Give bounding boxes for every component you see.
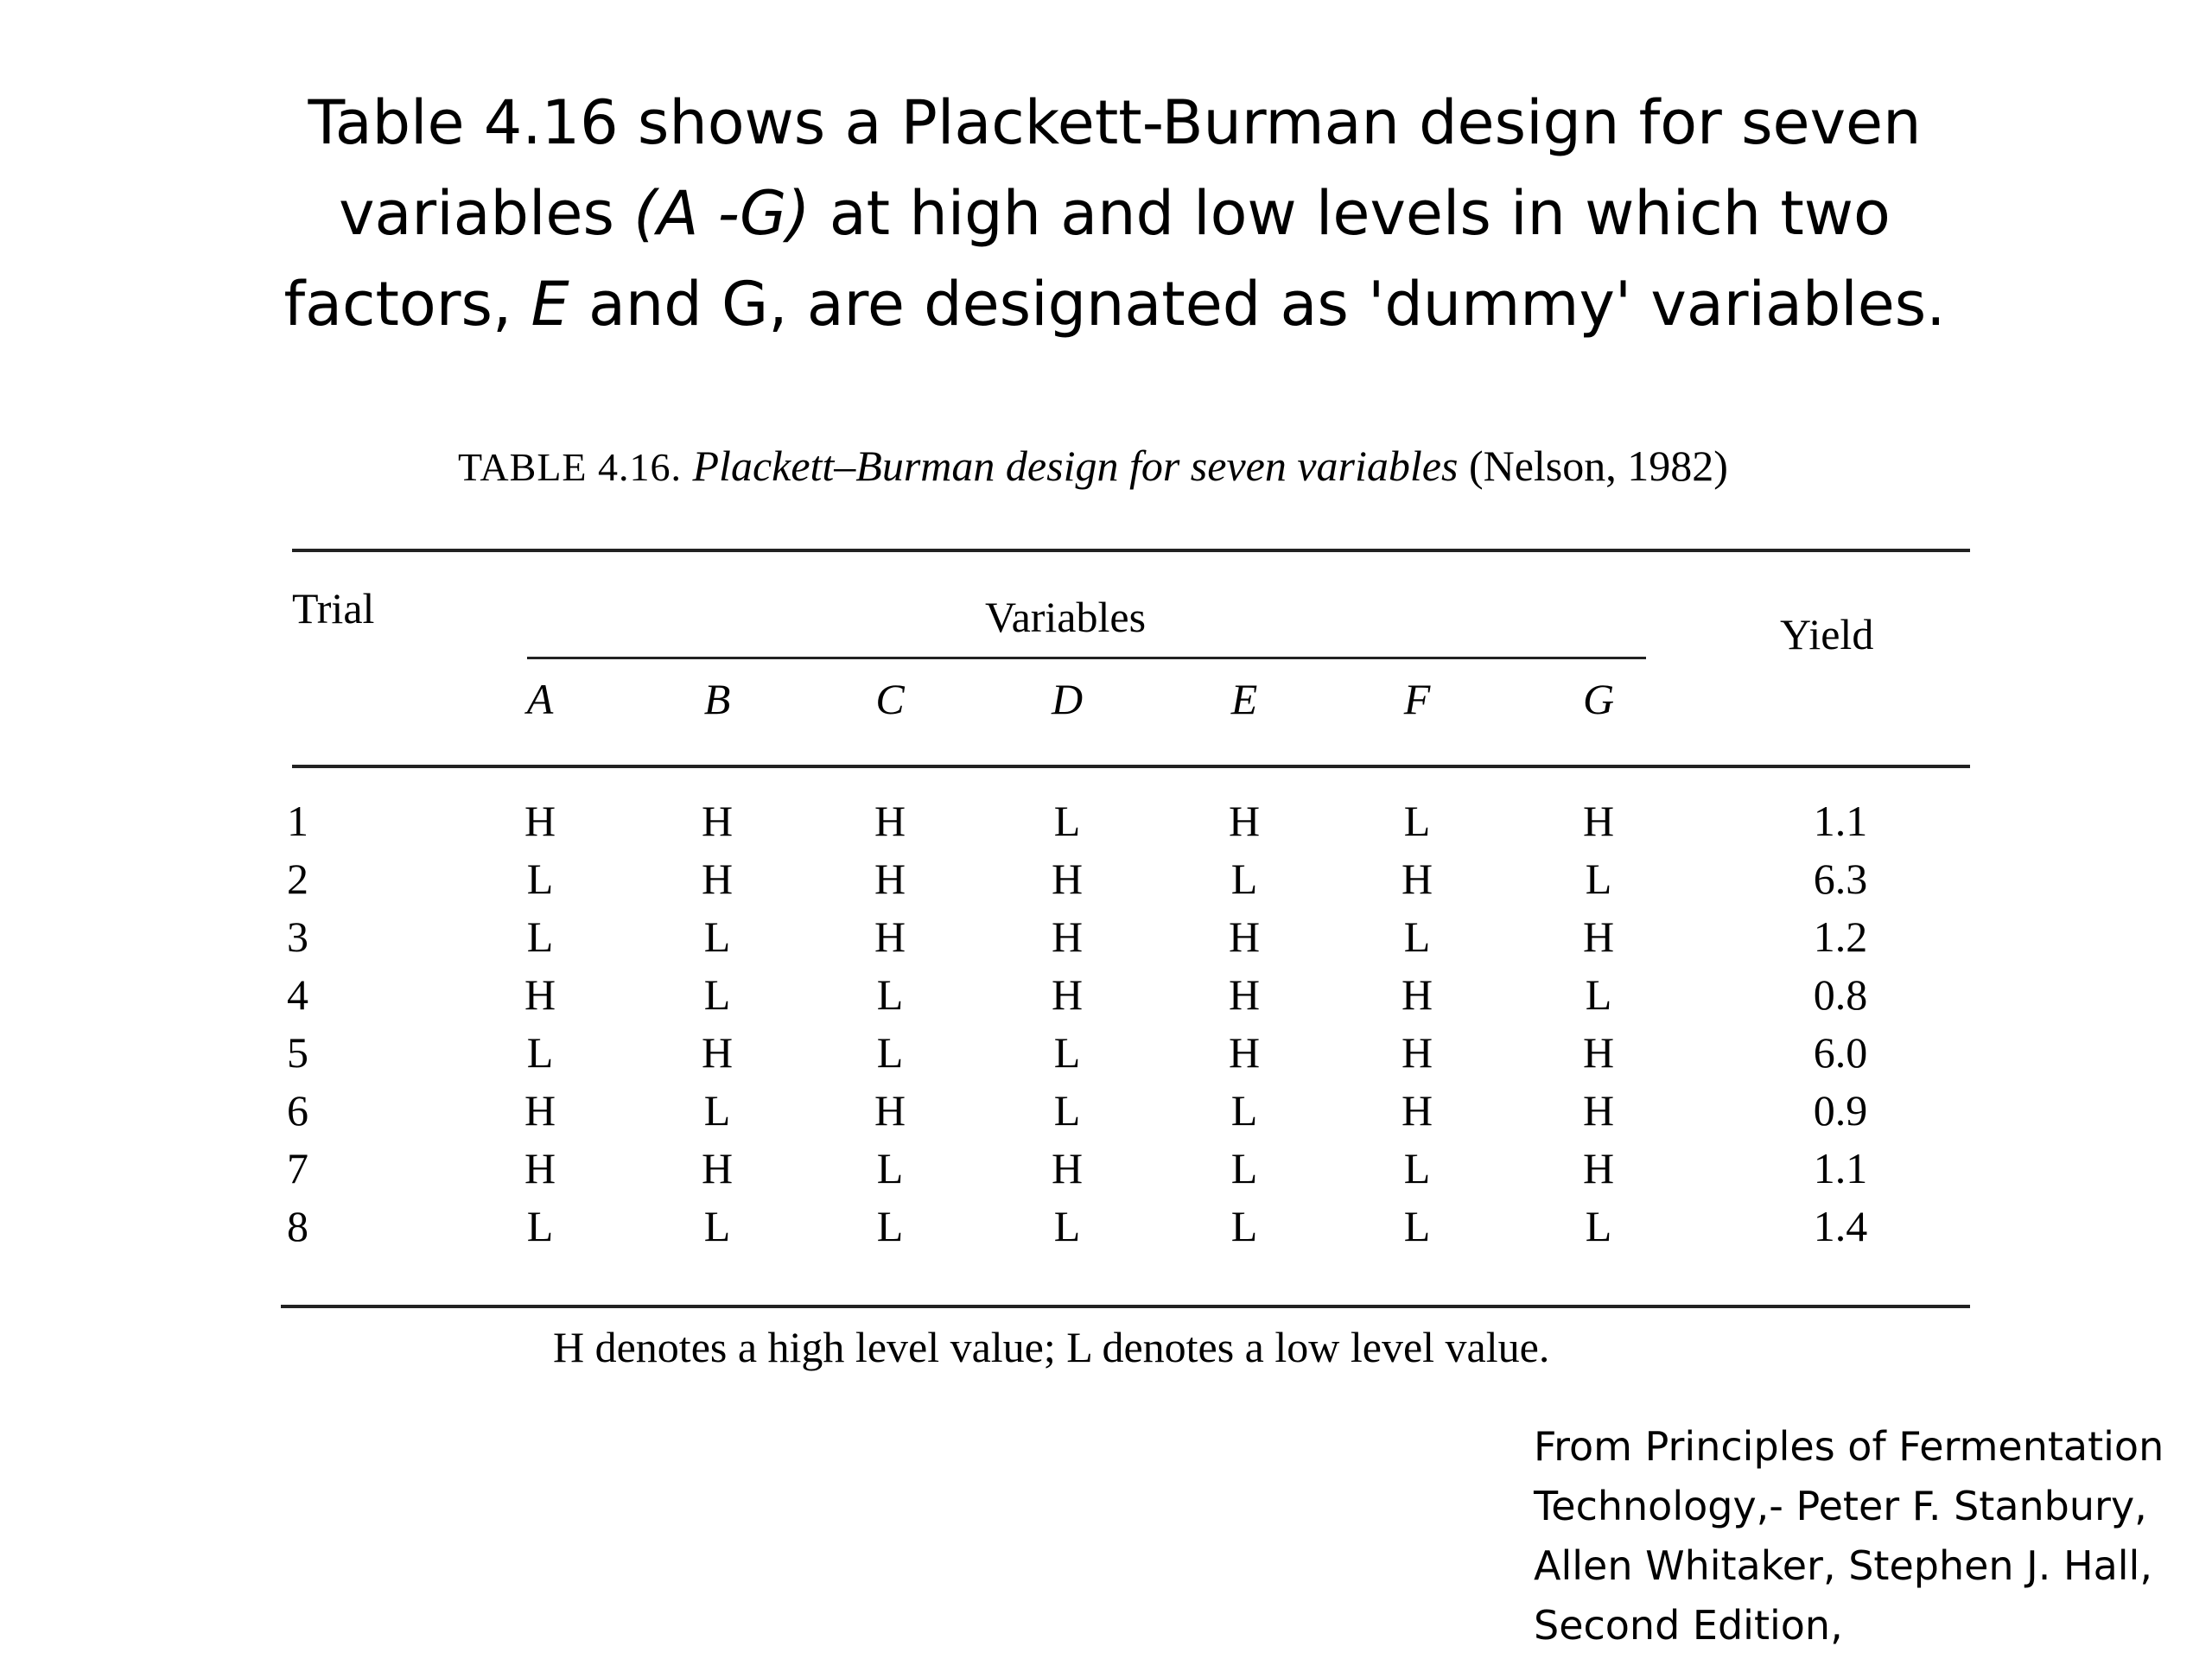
level-cell: H [1228, 797, 1261, 845]
slide-title [216, 78, 2013, 350]
header-variables: Variables [985, 593, 1147, 641]
level-cell: H [1401, 855, 1433, 903]
level-cell: H [701, 1028, 734, 1077]
level-cell: H [1051, 1144, 1084, 1192]
top-rule [292, 549, 1970, 552]
table-row [276, 1142, 1970, 1200]
level-cell: L [1230, 1202, 1258, 1250]
level-cell: H [1582, 1086, 1615, 1135]
level-cell: H [701, 855, 734, 903]
level-cell: L [526, 912, 554, 961]
level-cell: L [1585, 970, 1612, 1019]
header-yield: Yield [1780, 610, 1874, 658]
table-row [276, 853, 1970, 911]
yield-value: 1.1 [1813, 1144, 1868, 1192]
level-cell: H [1051, 970, 1084, 1019]
table-row [276, 1200, 1970, 1258]
variable-header-c: C [875, 675, 905, 723]
level-cell: L [876, 1202, 904, 1250]
trial-number: 8 [287, 1202, 308, 1250]
level-cell: H [524, 970, 556, 1019]
table-row [276, 969, 1970, 1027]
title-italic-e: E [531, 269, 569, 340]
variable-header-f: F [1403, 675, 1431, 723]
level-cell: H [1051, 855, 1084, 903]
trial-number: 4 [287, 970, 308, 1019]
level-cell: H [701, 797, 734, 845]
header-rule [292, 765, 1970, 768]
level-cell: H [874, 912, 906, 961]
source-line-3: Allen Whitaker, Stephen J. Hall, [1534, 1542, 2152, 1589]
level-cell: H [1582, 797, 1615, 845]
level-cell: H [1582, 1028, 1615, 1077]
level-cell: H [524, 1144, 556, 1192]
level-cell: L [1403, 797, 1431, 845]
level-cell: L [1585, 855, 1612, 903]
trial-number: 3 [287, 912, 308, 961]
variable-header-b: B [703, 675, 731, 723]
level-cell: H [1228, 970, 1261, 1019]
level-cell: L [1230, 855, 1258, 903]
table-row [276, 1027, 1970, 1084]
variables-rule [527, 657, 1646, 659]
table-row [276, 1084, 1970, 1142]
caption-title: Plackett–Burman design for seven variables [692, 442, 1459, 490]
source-citation [1534, 1417, 2208, 1656]
level-cell: L [1230, 1086, 1258, 1135]
level-cell: H [1401, 1086, 1433, 1135]
header-trial: Trial [292, 584, 375, 632]
level-cell: L [703, 1086, 731, 1135]
level-cell: L [876, 1144, 904, 1192]
yield-value: 1.1 [1813, 797, 1868, 845]
level-cell: L [876, 1028, 904, 1077]
level-cell: L [1403, 1144, 1431, 1192]
source-line-1: From Principles of Fermentation [1534, 1423, 2164, 1470]
level-cell: L [703, 1202, 731, 1250]
level-cell: H [701, 1144, 734, 1192]
level-cell: H [1401, 1028, 1433, 1077]
level-cell: H [1582, 912, 1615, 961]
yield-value: 0.8 [1813, 970, 1868, 1019]
level-cell: L [1053, 797, 1081, 845]
yield-value: 1.4 [1813, 1202, 1868, 1250]
level-cell: H [524, 797, 556, 845]
variable-header-g: G [1582, 675, 1615, 723]
level-cell: H [1051, 912, 1084, 961]
table-row [276, 795, 1970, 853]
trial-number: 1 [287, 797, 308, 845]
table-image [276, 441, 1970, 1408]
level-cell: L [1403, 1202, 1431, 1250]
yield-value: 0.9 [1813, 1086, 1868, 1135]
table-row [276, 911, 1970, 969]
level-cell: H [1582, 1144, 1615, 1192]
level-cell: H [874, 1086, 906, 1135]
trial-number: 6 [287, 1086, 308, 1135]
yield-value: 6.3 [1813, 855, 1868, 903]
level-cell: H [524, 1086, 556, 1135]
level-cell: L [1403, 912, 1431, 961]
level-cell: L [1053, 1202, 1081, 1250]
source-line-2: Technology,- Peter F. Stanbury, [1534, 1483, 2147, 1529]
level-cell: L [1230, 1144, 1258, 1192]
level-cell: L [1053, 1086, 1081, 1135]
level-cell: L [703, 970, 731, 1019]
level-cell: L [526, 1028, 554, 1077]
source-line-4: Second Edition, [1534, 1602, 1843, 1649]
level-cell: L [526, 855, 554, 903]
level-cell: H [1401, 970, 1433, 1019]
level-cell: H [874, 797, 906, 845]
level-cell: L [876, 970, 904, 1019]
table-footnote: H denotes a high level value; L denotes a low level value. [553, 1323, 1550, 1371]
trial-number: 7 [287, 1144, 308, 1192]
yield-value: 6.0 [1813, 1028, 1868, 1077]
level-cell: H [1228, 1028, 1261, 1077]
variable-header-d: D [1051, 675, 1084, 723]
level-cell: L [703, 912, 731, 961]
caption-label: TABLE 4.16. [458, 445, 683, 489]
title-text-3: and G, are designated as 'dummy' variables. [569, 269, 1946, 340]
caption-source: (Nelson, 1982) [1468, 442, 1728, 490]
trial-number: 2 [287, 855, 308, 903]
level-cell: L [1585, 1202, 1612, 1250]
title-italic-variables: (A -G) [633, 178, 810, 249]
title-text-1: Table 4.16 shows a Plackett-Burman design for seven variables [308, 87, 1922, 249]
title-text-2: at high and low levels in which two factors, [283, 178, 1891, 340]
bottom-rule [281, 1305, 1970, 1308]
level-cell: H [874, 855, 906, 903]
level-cell: L [526, 1202, 554, 1250]
table-caption [458, 441, 1728, 491]
level-cell: H [1228, 912, 1261, 961]
yield-value: 1.2 [1813, 912, 1868, 961]
level-cell: L [1053, 1028, 1081, 1077]
trial-number: 5 [287, 1028, 308, 1077]
variable-header-a: A [526, 675, 554, 723]
variable-header-e: E [1230, 675, 1258, 723]
